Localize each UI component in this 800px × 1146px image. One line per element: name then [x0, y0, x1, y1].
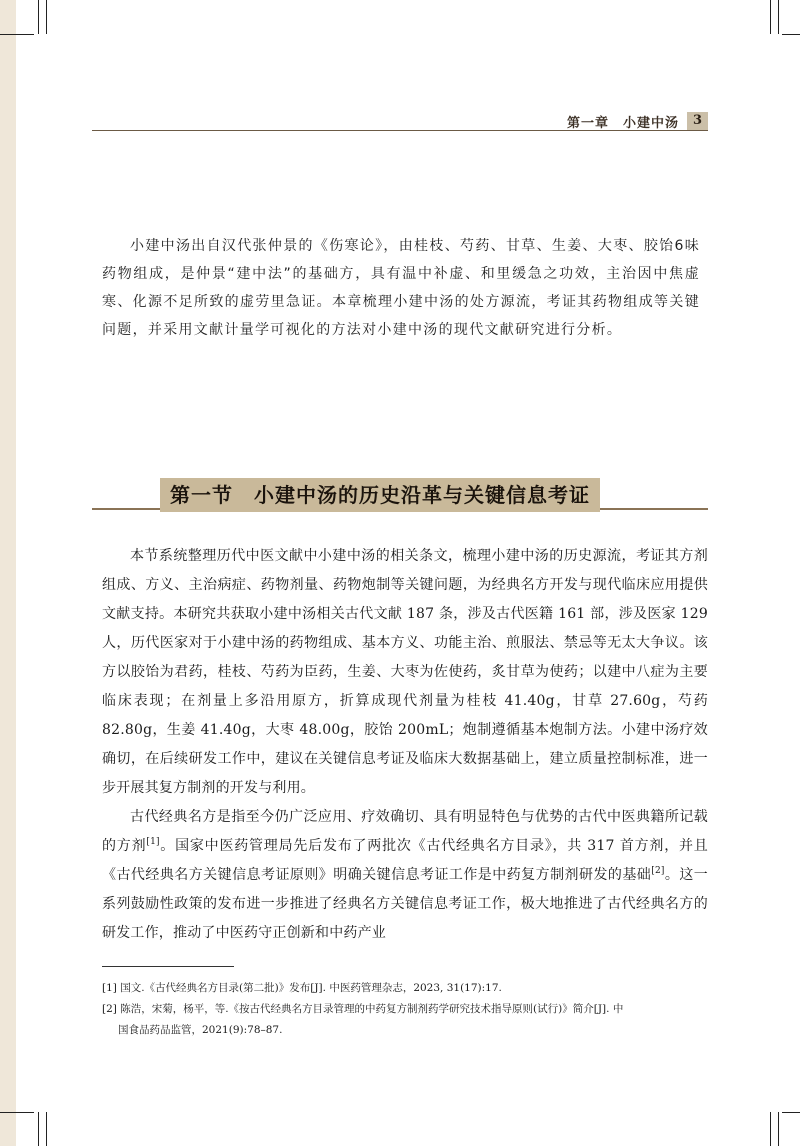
- paragraph-2-part-2: 。国家中医药管理局先后发布了两批次《古代经典名方目录》，共 317 首方剂，并且《古代经典名方关键信息考证原则》明确关键信息考证工作是中药复方制剂研发的基础: [102, 838, 708, 883]
- running-header: [567, 112, 708, 130]
- footnote-2-continued: 国食品药品监管，2021(9):78–87.: [118, 1024, 283, 1036]
- section-title: 第一节 小建中汤的历史沿革与关键信息考证: [160, 478, 600, 512]
- chapter-intro: 小建中汤出自汉代张仲景的《伤寒论》，由桂枝、芍药、甘草、生姜、大枣、胶饴6味药物组成，是仲景“建中法”的基础方，具有温中补虚、和里缓急之功效，主治因中焦虚寒、化源不足所致的虚劳里急证。本章梳理小建中汤的处方源流，考证其药物组成等关键问题，并采用文献计量学可视化的方法对小建中汤的现代文献研究进行分析。: [102, 238, 700, 338]
- crop-mark-bottom-left-h: [0, 1112, 34, 1113]
- crop-mark-top-left-v: [38, 0, 39, 34]
- paragraph-1: 本节系统整理历代中医文献中小建中汤的相关条文，梳理小建中汤的历史源流，考证其方剂组成、方义、主治病症、药物剂量、药物炮制等关键问题，为经典名方开发与现代临床应用提供文献支持。本研究共获取小建中汤相关古代文献 187 条，涉及古代医籍 161 部，涉及医家 129 人，历代医家对于小建中汤的药物组成、基本方义、功能主治、煎服法、禁忌等无太大争议。该方以胶饴为君药，桂枝、芍药为臣药，生姜、大枣为佐使药，炙甘草为使药；以建中八症为主要临床表现；在剂量上多沿用原方，折算成现代剂量为桂枝 41.40g，甘草 27.60g，芍药 82.80g，生姜 41.40g，大枣 48.00g，胶饴 200mL；炮制遵循基本炮制方法。小建中汤疗效确切，在后续研发工作中，建议在关键信息考证及临床大数据基础上，建立质量控制标准，进一步开展其复方制剂的开发与利用。: [102, 548, 708, 796]
- crop-mark-bottom-right-v2: [778, 1112, 779, 1146]
- paragraph-2-part-3: 。这一系列鼓励性政策的发布进一步推进了经典名方关键信息考证工作，极大地推进了古代经典名方的研发工作，推动了中医药守正创新和中药产业: [102, 867, 708, 941]
- footnote-1: [1] 国文.《古代经典名方目录(第二批)》发布[J]. 中医药管理杂志，2023, 31(17):17.: [102, 982, 502, 994]
- footnotes: [102, 978, 708, 1041]
- crop-mark-bottom-left-v: [38, 1112, 39, 1146]
- crop-mark-top-right-h: [782, 34, 800, 35]
- crop-mark-top-left-v2: [46, 0, 47, 34]
- footnote-ref-1[interactable]: [1]: [146, 837, 160, 847]
- crop-mark-bottom-right-v: [770, 1112, 771, 1146]
- page-edge-band: [0, 0, 16, 1146]
- chapter-title: 第一章 小建中汤: [566, 115, 679, 131]
- crop-mark-top-left-h: [0, 34, 34, 35]
- footnote-rule: [102, 966, 234, 967]
- header-rule: [92, 130, 708, 131]
- paragraph-2-part-1: 古代经典名方是指至今仍广泛应用、疗效确切、具有明显特色与优势的古代中医典籍所记载的方剂: [102, 809, 708, 854]
- page-number: 3: [687, 112, 708, 130]
- crop-mark-top-right-v: [770, 0, 771, 34]
- footnote-ref-2[interactable]: [2]: [651, 866, 665, 876]
- body-text: [102, 542, 708, 948]
- paragraph-2: [102, 803, 708, 948]
- crop-mark-bottom-right-h: [782, 1112, 800, 1113]
- crop-mark-top-right-v2: [778, 0, 779, 34]
- crop-mark-bottom-left-v2: [46, 1112, 47, 1146]
- footnote-2: [2] 陈浩，宋菊，杨平，等.《按古代经典名方目录管理的中药复方制剂药学研究技术指导原则(试行)》简介[J]. 中: [102, 1003, 624, 1015]
